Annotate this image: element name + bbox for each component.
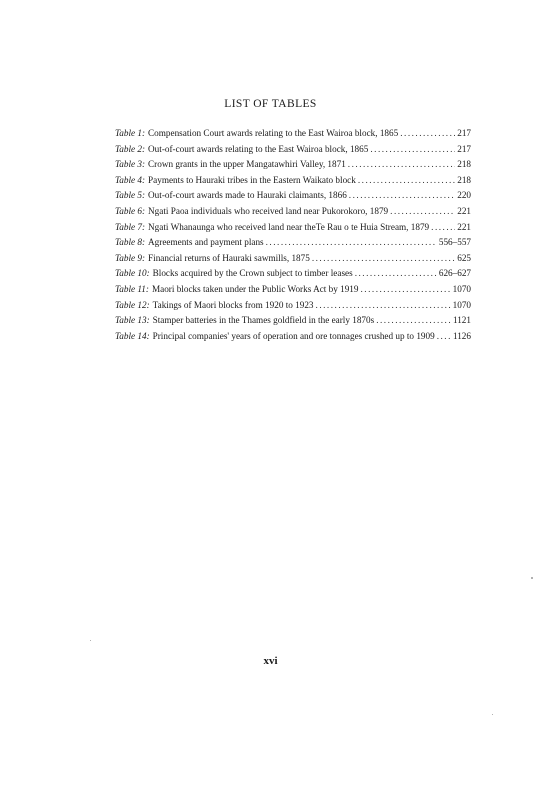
table-label: Table 4: — [115, 174, 146, 185]
dot-leader — [266, 235, 437, 251]
dot-leader — [348, 157, 455, 173]
table-page: 626–627 — [438, 268, 471, 279]
dot-leader — [437, 329, 451, 345]
table-entry — [115, 157, 471, 173]
dot-leader — [400, 126, 455, 142]
page-heading: LIST OF TABLES — [224, 98, 317, 110]
list-of-tables — [115, 126, 471, 344]
dot-leader — [349, 188, 455, 204]
table-page: 1070 — [452, 283, 471, 294]
table-label: Table 2: — [115, 143, 146, 154]
table-title: Payments to Hauraki tribes in the Eastern Waikato block — [148, 174, 356, 185]
table-page: 221 — [457, 221, 471, 232]
table-page: 218 — [457, 174, 471, 185]
table-label: Table 13: — [115, 315, 150, 326]
dot-leader — [370, 142, 455, 158]
scan-speck — [492, 714, 493, 715]
table-entry — [115, 251, 471, 267]
table-entry — [115, 266, 471, 282]
table-title: Stamper batteries in the Thames goldfield in the early 1870s — [152, 315, 375, 326]
table-entry — [115, 313, 471, 329]
scan-speck — [90, 640, 91, 641]
dot-leader — [355, 266, 437, 282]
table-entry — [115, 204, 471, 220]
table-page: 217 — [457, 143, 471, 154]
table-title: Maori blocks taken under the Public Works Act by 1919 — [151, 283, 359, 294]
table-entry — [115, 298, 471, 314]
table-label: Table 5: — [115, 190, 146, 201]
table-page: 1070 — [452, 299, 471, 310]
table-page: 556–557 — [438, 237, 471, 248]
table-page: 218 — [457, 159, 471, 170]
table-page: 1121 — [452, 315, 471, 326]
table-entry — [115, 329, 471, 345]
table-title: Financial returns of Hauraki sawmills, 1875 — [148, 252, 310, 263]
dot-leader — [316, 298, 451, 314]
dot-leader — [312, 251, 455, 267]
table-page: 1126 — [452, 330, 471, 341]
table-label: Table 10: — [115, 268, 150, 279]
table-title: Out-of-court awards relating to the East Wairoa block, 1865 — [148, 143, 369, 154]
table-title: Crown grants in the upper Mangatawhiri Valley, 1871 — [148, 159, 346, 170]
table-label: Table 9: — [115, 252, 146, 263]
table-title: Out-of-court awards made to Hauraki claimants, 1866 — [148, 190, 347, 201]
table-page: 221 — [457, 205, 471, 216]
table-label: Table 1: — [115, 128, 146, 138]
dot-leader — [376, 313, 451, 329]
dot-leader — [431, 220, 455, 236]
table-entry — [115, 235, 471, 251]
table-entry — [115, 188, 471, 204]
table-entry — [115, 126, 471, 142]
table-label: Table 12: — [115, 299, 150, 310]
table-page: 220 — [457, 190, 471, 201]
page-number: xvi — [263, 655, 278, 667]
table-label: Table 3: — [115, 159, 146, 170]
dot-leader — [390, 204, 455, 220]
table-title: Principal companies' years of operation and ore tonnages crushed up to 1909 — [152, 330, 435, 341]
table-page: 625 — [457, 252, 471, 263]
table-title: Ngati Whanaunga who received land near theTe Rau o te Huia Stream, 1879 — [148, 221, 430, 232]
table-label: Table 8: — [115, 237, 146, 248]
table-entry — [115, 220, 471, 236]
table-label: Table 6: — [115, 205, 146, 216]
dot-leader — [358, 173, 455, 189]
table-title: Takings of Maori blocks from 1920 to 1923 — [152, 299, 314, 310]
table-entry — [115, 142, 471, 158]
scan-speck — [531, 577, 533, 579]
dot-leader — [361, 282, 451, 298]
table-title: Compensation Court awards relating to the East Wairoa block, 1865 — [148, 128, 399, 138]
table-label: Table 7: — [115, 221, 146, 232]
table-label: Table 14: — [115, 330, 150, 341]
table-entry — [115, 173, 471, 189]
table-title: Agreements and payment plans — [148, 237, 264, 248]
table-entry — [115, 282, 471, 298]
table-title: Ngati Paoa individuals who received land near Pukorokoro, 1879 — [148, 205, 389, 216]
table-page: 217 — [457, 128, 471, 138]
table-label: Table 11: — [115, 283, 149, 294]
table-title: Blocks acquired by the Crown subject to timber leases — [152, 268, 353, 279]
